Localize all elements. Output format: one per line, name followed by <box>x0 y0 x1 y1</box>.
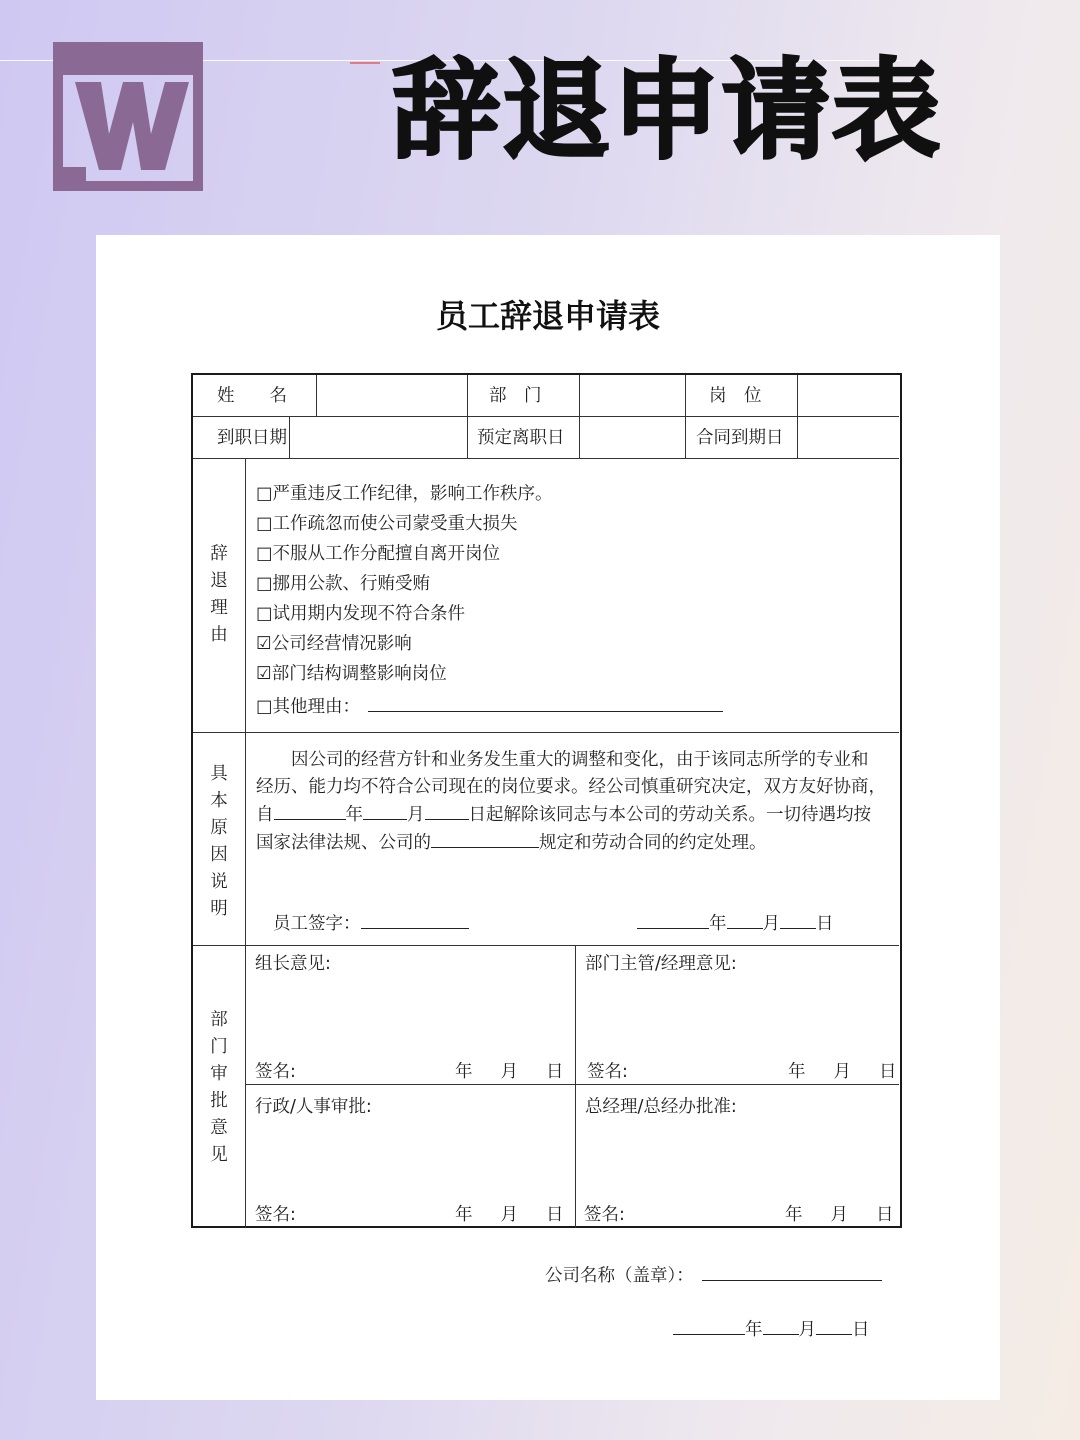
company-seal-date[interactable]: 年 月 日 <box>673 1316 870 1341</box>
team-leader-opinion-label: 组长意见: <box>255 954 331 974</box>
hr-approval-label: 行政/人事审批: <box>255 1097 372 1117</box>
start-date-label: 到职日期 <box>217 428 287 448</box>
manager-sign-date: 年 月 日 <box>788 1062 897 1082</box>
planned-leave-date-label: 预定离职日 <box>477 428 565 448</box>
other-reason-item[interactable]: □其他理由： <box>256 693 723 718</box>
document-title: 员工辞退申请表 <box>435 297 660 335</box>
detail-label: 具 本 原 因 说 明 <box>210 764 228 919</box>
employee-signature-field[interactable]: 员工签字： <box>273 910 469 935</box>
employee-sign-date[interactable]: 年 月 日 <box>637 910 834 935</box>
other-reason-blank[interactable] <box>368 693 723 712</box>
reason-item[interactable]: □工作疏忽而使公司蒙受重大损失 <box>256 514 518 534</box>
document-page <box>96 235 1000 1400</box>
word-document-icon <box>53 42 203 191</box>
dismissal-form-table <box>191 373 902 1228</box>
manager-opinion-label: 部门主管/经理意见: <box>585 954 737 974</box>
reason-item[interactable]: □挪用公款、行贿受贿 <box>256 574 431 594</box>
top-accent <box>350 62 380 64</box>
detail-paragraph: 因公司的经营方针和业务发生重大的调整和变化，由于该同志所学的专业和 经历、能力均不符合公司现在的岗位要求。经公司慎重研究决定，双方友好协商， 自 年 月 日起解除该同志与本公司的劳动关系。一切待遇均按 国家法律法规、公司的 规定和劳动合同的约定处理。 <box>256 750 886 853</box>
reasons-label: 辞 退 理 由 <box>210 544 228 645</box>
company-seal-field[interactable]: 公司名称（盖章）： <box>545 1262 882 1287</box>
name-label: 姓 名 <box>217 386 287 406</box>
reason-item[interactable]: □试用期内发现不符合条件 <box>256 604 466 624</box>
approval-label: 部 门 审 批 意 见 <box>210 1010 228 1165</box>
gm-sign-date: 年 月 日 <box>785 1205 894 1225</box>
manager-sign-label: 签名: <box>587 1062 628 1082</box>
department-label: 部 门 <box>489 386 542 406</box>
gm-sign-label: 签名: <box>584 1205 625 1225</box>
headline: 辞退申请表 <box>392 49 943 174</box>
reason-item[interactable]: □严重违反工作纪律，影响工作秩序。 <box>256 484 553 504</box>
hr-sign-label: 签名: <box>255 1205 296 1225</box>
reason-item[interactable]: ☑公司经营情况影响 <box>256 634 412 654</box>
reason-item[interactable]: □不服从工作分配擅自离开岗位 <box>256 544 501 564</box>
team-leader-sign-label: 签名: <box>255 1062 296 1082</box>
team-leader-sign-date: 年 月 日 <box>455 1062 564 1082</box>
position-label: 岗 位 <box>709 386 762 406</box>
hr-sign-date: 年 月 日 <box>455 1205 564 1225</box>
reason-item[interactable]: ☑部门结构调整影响岗位 <box>256 664 447 684</box>
contract-end-date-label: 合同到期日 <box>696 428 784 448</box>
gm-approval-label: 总经理/总经办批准: <box>585 1097 737 1117</box>
